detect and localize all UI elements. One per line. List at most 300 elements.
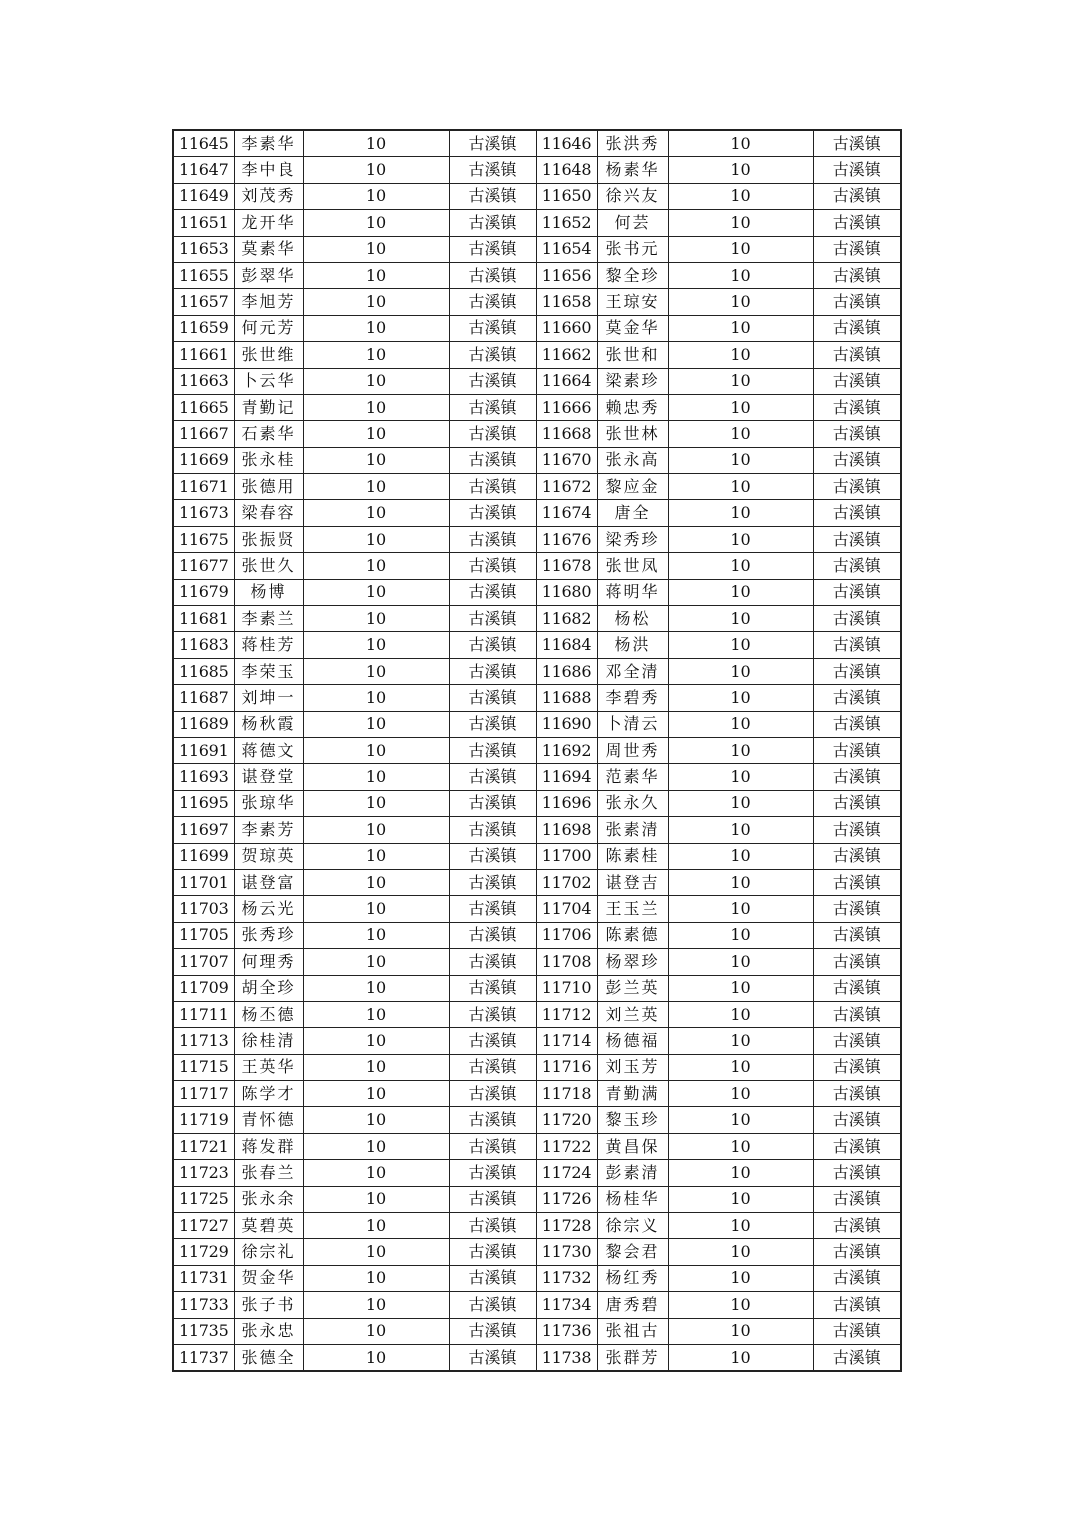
left-id-cell: 11723: [173, 1160, 234, 1186]
right-amount-cell: 10: [668, 685, 813, 711]
left-name-cell: 胡全珍: [234, 975, 303, 1001]
right-name-cell: 杨松: [597, 606, 668, 632]
right-amount-cell: 10: [668, 526, 813, 552]
left-amount-cell: 10: [303, 1186, 449, 1212]
right-id-cell: 11662: [536, 342, 597, 368]
left-town-cell: 古溪镇: [449, 500, 536, 526]
right-name-cell: 张永久: [597, 790, 668, 816]
left-name-cell: 张子书: [234, 1292, 303, 1318]
left-town-cell: 古溪镇: [449, 1213, 536, 1239]
left-name-cell: 杨秋霞: [234, 711, 303, 737]
left-town-cell: 古溪镇: [449, 711, 536, 737]
left-amount-cell: 10: [303, 685, 449, 711]
right-amount-cell: 10: [668, 553, 813, 579]
right-name-cell: 黎应金: [597, 474, 668, 500]
table-row: [173, 1344, 901, 1371]
right-name-cell: 杨素华: [597, 157, 668, 183]
left-name-cell: 贺金华: [234, 1265, 303, 1291]
left-id-cell: 11735: [173, 1318, 234, 1344]
left-name-cell: 刘坤一: [234, 685, 303, 711]
right-town-cell: 古溪镇: [813, 1001, 901, 1027]
left-town-cell: 古溪镇: [449, 1265, 536, 1291]
left-town-cell: 古溪镇: [449, 553, 536, 579]
left-id-cell: 11727: [173, 1213, 234, 1239]
left-id-cell: 11679: [173, 579, 234, 605]
right-town-cell: 古溪镇: [813, 764, 901, 790]
right-id-cell: 11724: [536, 1160, 597, 1186]
right-town-cell: 古溪镇: [813, 1054, 901, 1080]
table-row: [173, 1318, 901, 1344]
right-amount-cell: 10: [668, 315, 813, 341]
right-id-cell: 11692: [536, 737, 597, 763]
table-row: [173, 1213, 901, 1239]
table-row: [173, 289, 901, 315]
left-name-cell: 卜云华: [234, 368, 303, 394]
roster-table: [172, 129, 902, 1372]
right-town-cell: 古溪镇: [813, 949, 901, 975]
table-row: [173, 1186, 901, 1212]
right-town-cell: 古溪镇: [813, 790, 901, 816]
right-town-cell: 古溪镇: [813, 1028, 901, 1054]
right-id-cell: 11686: [536, 658, 597, 684]
left-amount-cell: 10: [303, 183, 449, 209]
left-amount-cell: 10: [303, 262, 449, 288]
right-name-cell: 王玉兰: [597, 896, 668, 922]
left-amount-cell: 10: [303, 1239, 449, 1265]
left-id-cell: 11709: [173, 975, 234, 1001]
left-town-cell: 古溪镇: [449, 949, 536, 975]
left-town-cell: 古溪镇: [449, 236, 536, 262]
left-name-cell: 石素华: [234, 421, 303, 447]
left-town-cell: 古溪镇: [449, 843, 536, 869]
left-name-cell: 彭翠华: [234, 262, 303, 288]
right-name-cell: 张永高: [597, 447, 668, 473]
left-name-cell: 谌登富: [234, 869, 303, 895]
left-name-cell: 张世维: [234, 342, 303, 368]
right-id-cell: 11720: [536, 1107, 597, 1133]
right-name-cell: 张世和: [597, 342, 668, 368]
left-amount-cell: 10: [303, 157, 449, 183]
right-id-cell: 11670: [536, 447, 597, 473]
left-id-cell: 11703: [173, 896, 234, 922]
right-name-cell: 彭兰英: [597, 975, 668, 1001]
left-amount-cell: 10: [303, 896, 449, 922]
left-amount-cell: 10: [303, 737, 449, 763]
left-town-cell: 古溪镇: [449, 183, 536, 209]
left-town-cell: 古溪镇: [449, 1239, 536, 1265]
left-amount-cell: 10: [303, 474, 449, 500]
left-id-cell: 11665: [173, 394, 234, 420]
table-row: [173, 368, 901, 394]
table-row: [173, 658, 901, 684]
right-amount-cell: 10: [668, 737, 813, 763]
right-name-cell: 范素华: [597, 764, 668, 790]
left-amount-cell: 10: [303, 1133, 449, 1159]
left-town-cell: 古溪镇: [449, 896, 536, 922]
left-name-cell: 莫素华: [234, 236, 303, 262]
right-amount-cell: 10: [668, 368, 813, 394]
right-name-cell: 张素清: [597, 817, 668, 843]
right-town-cell: 古溪镇: [813, 606, 901, 632]
right-id-cell: 11728: [536, 1213, 597, 1239]
right-id-cell: 11664: [536, 368, 597, 394]
left-id-cell: 11691: [173, 737, 234, 763]
left-amount-cell: 10: [303, 526, 449, 552]
right-town-cell: 古溪镇: [813, 1213, 901, 1239]
right-id-cell: 11706: [536, 922, 597, 948]
left-id-cell: 11719: [173, 1107, 234, 1133]
right-name-cell: 张世林: [597, 421, 668, 447]
right-amount-cell: 10: [668, 500, 813, 526]
right-amount-cell: 10: [668, 658, 813, 684]
table-row: [173, 606, 901, 632]
right-town-cell: 古溪镇: [813, 157, 901, 183]
table-row: [173, 526, 901, 552]
table-row: [173, 975, 901, 1001]
right-name-cell: 蒋明华: [597, 579, 668, 605]
left-amount-cell: 10: [303, 1054, 449, 1080]
left-town-cell: 古溪镇: [449, 262, 536, 288]
table-row: [173, 1292, 901, 1318]
left-name-cell: 李素芳: [234, 817, 303, 843]
left-town-cell: 古溪镇: [449, 658, 536, 684]
right-id-cell: 11688: [536, 685, 597, 711]
left-name-cell: 张德用: [234, 474, 303, 500]
left-town-cell: 古溪镇: [449, 1001, 536, 1027]
left-town-cell: 古溪镇: [449, 1107, 536, 1133]
right-amount-cell: 10: [668, 764, 813, 790]
right-amount-cell: 10: [668, 1054, 813, 1080]
table-row: [173, 1081, 901, 1107]
left-town-cell: 古溪镇: [449, 421, 536, 447]
right-id-cell: 11678: [536, 553, 597, 579]
left-amount-cell: 10: [303, 394, 449, 420]
left-amount-cell: 10: [303, 1318, 449, 1344]
right-amount-cell: 10: [668, 289, 813, 315]
right-name-cell: 莫金华: [597, 315, 668, 341]
left-id-cell: 11713: [173, 1028, 234, 1054]
left-id-cell: 11685: [173, 658, 234, 684]
table-row: [173, 711, 901, 737]
right-name-cell: 刘兰英: [597, 1001, 668, 1027]
left-id-cell: 11673: [173, 500, 234, 526]
right-town-cell: 古溪镇: [813, 262, 901, 288]
right-id-cell: 11672: [536, 474, 597, 500]
left-id-cell: 11717: [173, 1081, 234, 1107]
right-amount-cell: 10: [668, 817, 813, 843]
left-town-cell: 古溪镇: [449, 447, 536, 473]
right-name-cell: 周世秀: [597, 737, 668, 763]
left-town-cell: 古溪镇: [449, 685, 536, 711]
right-town-cell: 古溪镇: [813, 737, 901, 763]
left-town-cell: 古溪镇: [449, 1081, 536, 1107]
table-row: [173, 843, 901, 869]
table-row: [173, 869, 901, 895]
left-amount-cell: 10: [303, 949, 449, 975]
table-row: [173, 1054, 901, 1080]
right-id-cell: 11680: [536, 579, 597, 605]
table-row: [173, 315, 901, 341]
table-row: [173, 183, 901, 209]
right-name-cell: 张群芳: [597, 1344, 668, 1371]
table-row: [173, 1028, 901, 1054]
right-name-cell: 刘玉芳: [597, 1054, 668, 1080]
left-amount-cell: 10: [303, 368, 449, 394]
right-amount-cell: 10: [668, 869, 813, 895]
left-amount-cell: 10: [303, 975, 449, 1001]
right-amount-cell: 10: [668, 922, 813, 948]
left-name-cell: 张振贤: [234, 526, 303, 552]
right-town-cell: 古溪镇: [813, 975, 901, 1001]
left-name-cell: 张秀珍: [234, 922, 303, 948]
right-id-cell: 11682: [536, 606, 597, 632]
right-town-cell: 古溪镇: [813, 843, 901, 869]
right-name-cell: 徐兴友: [597, 183, 668, 209]
right-id-cell: 11710: [536, 975, 597, 1001]
right-id-cell: 11714: [536, 1028, 597, 1054]
right-amount-cell: 10: [668, 1001, 813, 1027]
left-id-cell: 11675: [173, 526, 234, 552]
left-id-cell: 11671: [173, 474, 234, 500]
left-amount-cell: 10: [303, 289, 449, 315]
right-id-cell: 11718: [536, 1081, 597, 1107]
right-name-cell: 杨翠珍: [597, 949, 668, 975]
right-town-cell: 古溪镇: [813, 658, 901, 684]
right-town-cell: 古溪镇: [813, 711, 901, 737]
right-name-cell: 卜清云: [597, 711, 668, 737]
left-name-cell: 张永忠: [234, 1318, 303, 1344]
right-amount-cell: 10: [668, 1292, 813, 1318]
left-amount-cell: 10: [303, 579, 449, 605]
right-town-cell: 古溪镇: [813, 869, 901, 895]
table-row: [173, 1107, 901, 1133]
left-town-cell: 古溪镇: [449, 1133, 536, 1159]
right-town-cell: 古溪镇: [813, 553, 901, 579]
table-row: [173, 474, 901, 500]
left-amount-cell: 10: [303, 210, 449, 236]
table-row: [173, 1239, 901, 1265]
left-id-cell: 11697: [173, 817, 234, 843]
right-amount-cell: 10: [668, 711, 813, 737]
left-name-cell: 李旭芳: [234, 289, 303, 315]
left-name-cell: 何理秀: [234, 949, 303, 975]
left-id-cell: 11701: [173, 869, 234, 895]
left-amount-cell: 10: [303, 843, 449, 869]
left-amount-cell: 10: [303, 790, 449, 816]
right-id-cell: 11698: [536, 817, 597, 843]
right-name-cell: 唐全: [597, 500, 668, 526]
right-name-cell: 王琼安: [597, 289, 668, 315]
left-town-cell: 古溪镇: [449, 1292, 536, 1318]
right-town-cell: 古溪镇: [813, 1265, 901, 1291]
right-town-cell: 古溪镇: [813, 1160, 901, 1186]
right-id-cell: 11646: [536, 130, 597, 157]
right-name-cell: 黄昌保: [597, 1133, 668, 1159]
right-amount-cell: 10: [668, 975, 813, 1001]
right-name-cell: 黎会君: [597, 1239, 668, 1265]
left-name-cell: 李荣玉: [234, 658, 303, 684]
right-town-cell: 古溪镇: [813, 474, 901, 500]
right-town-cell: 古溪镇: [813, 236, 901, 262]
right-town-cell: 古溪镇: [813, 368, 901, 394]
right-id-cell: 11738: [536, 1344, 597, 1371]
right-id-cell: 11654: [536, 236, 597, 262]
left-amount-cell: 10: [303, 632, 449, 658]
right-town-cell: 古溪镇: [813, 1081, 901, 1107]
right-id-cell: 11696: [536, 790, 597, 816]
left-town-cell: 古溪镇: [449, 922, 536, 948]
left-amount-cell: 10: [303, 1344, 449, 1371]
right-id-cell: 11650: [536, 183, 597, 209]
right-id-cell: 11690: [536, 711, 597, 737]
right-town-cell: 古溪镇: [813, 685, 901, 711]
right-name-cell: 唐秀碧: [597, 1292, 668, 1318]
left-town-cell: 古溪镇: [449, 790, 536, 816]
table-row: [173, 1160, 901, 1186]
table-row: [173, 1133, 901, 1159]
right-amount-cell: 10: [668, 579, 813, 605]
left-town-cell: 古溪镇: [449, 817, 536, 843]
left-id-cell: 11663: [173, 368, 234, 394]
table-row: [173, 685, 901, 711]
left-name-cell: 张春兰: [234, 1160, 303, 1186]
right-name-cell: 徐宗义: [597, 1213, 668, 1239]
right-id-cell: 11648: [536, 157, 597, 183]
table-row: [173, 632, 901, 658]
right-id-cell: 11716: [536, 1054, 597, 1080]
left-name-cell: 何元芳: [234, 315, 303, 341]
left-amount-cell: 10: [303, 553, 449, 579]
right-amount-cell: 10: [668, 1107, 813, 1133]
right-id-cell: 11730: [536, 1239, 597, 1265]
left-town-cell: 古溪镇: [449, 1186, 536, 1212]
left-name-cell: 张琼华: [234, 790, 303, 816]
right-amount-cell: 10: [668, 843, 813, 869]
left-town-cell: 古溪镇: [449, 1054, 536, 1080]
right-id-cell: 11684: [536, 632, 597, 658]
left-name-cell: 杨云光: [234, 896, 303, 922]
right-amount-cell: 10: [668, 394, 813, 420]
right-town-cell: 古溪镇: [813, 817, 901, 843]
left-amount-cell: 10: [303, 1081, 449, 1107]
left-amount-cell: 10: [303, 1107, 449, 1133]
right-name-cell: 赖忠秀: [597, 394, 668, 420]
left-town-cell: 古溪镇: [449, 342, 536, 368]
right-id-cell: 11732: [536, 1265, 597, 1291]
left-name-cell: 蒋桂芳: [234, 632, 303, 658]
table-row: [173, 1265, 901, 1291]
right-name-cell: 杨桂华: [597, 1186, 668, 1212]
right-amount-cell: 10: [668, 1318, 813, 1344]
right-name-cell: 黎玉珍: [597, 1107, 668, 1133]
right-amount-cell: 10: [668, 1160, 813, 1186]
left-name-cell: 杨丕德: [234, 1001, 303, 1027]
right-id-cell: 11656: [536, 262, 597, 288]
left-town-cell: 古溪镇: [449, 289, 536, 315]
right-amount-cell: 10: [668, 447, 813, 473]
right-name-cell: 张书元: [597, 236, 668, 262]
right-town-cell: 古溪镇: [813, 130, 901, 157]
left-name-cell: 徐宗礼: [234, 1239, 303, 1265]
left-name-cell: 张永桂: [234, 447, 303, 473]
left-name-cell: 蒋发群: [234, 1133, 303, 1159]
right-amount-cell: 10: [668, 342, 813, 368]
right-id-cell: 11736: [536, 1318, 597, 1344]
left-amount-cell: 10: [303, 1265, 449, 1291]
right-id-cell: 11704: [536, 896, 597, 922]
left-id-cell: 11655: [173, 262, 234, 288]
right-amount-cell: 10: [668, 157, 813, 183]
left-amount-cell: 10: [303, 421, 449, 447]
left-town-cell: 古溪镇: [449, 764, 536, 790]
left-town-cell: 古溪镇: [449, 474, 536, 500]
right-name-cell: 青勤满: [597, 1081, 668, 1107]
table-row: [173, 949, 901, 975]
right-town-cell: 古溪镇: [813, 526, 901, 552]
roster-table-body: [173, 130, 901, 1371]
right-amount-cell: 10: [668, 1081, 813, 1107]
right-name-cell: 何芸: [597, 210, 668, 236]
left-amount-cell: 10: [303, 1001, 449, 1027]
right-name-cell: 梁秀珍: [597, 526, 668, 552]
left-id-cell: 11729: [173, 1239, 234, 1265]
table-row: [173, 210, 901, 236]
right-amount-cell: 10: [668, 183, 813, 209]
left-town-cell: 古溪镇: [449, 1344, 536, 1371]
table-row: [173, 1001, 901, 1027]
table-row: [173, 737, 901, 763]
table-row: [173, 447, 901, 473]
right-name-cell: 谌登吉: [597, 869, 668, 895]
left-amount-cell: 10: [303, 606, 449, 632]
left-amount-cell: 10: [303, 1028, 449, 1054]
table-row: [173, 262, 901, 288]
right-town-cell: 古溪镇: [813, 289, 901, 315]
right-town-cell: 古溪镇: [813, 183, 901, 209]
right-town-cell: 古溪镇: [813, 1318, 901, 1344]
right-name-cell: 张祖古: [597, 1318, 668, 1344]
right-town-cell: 古溪镇: [813, 210, 901, 236]
right-town-cell: 古溪镇: [813, 1133, 901, 1159]
left-town-cell: 古溪镇: [449, 526, 536, 552]
right-town-cell: 古溪镇: [813, 1107, 901, 1133]
left-town-cell: 古溪镇: [449, 1160, 536, 1186]
left-id-cell: 11687: [173, 685, 234, 711]
left-amount-cell: 10: [303, 500, 449, 526]
left-id-cell: 11681: [173, 606, 234, 632]
left-amount-cell: 10: [303, 1160, 449, 1186]
left-id-cell: 11653: [173, 236, 234, 262]
right-name-cell: 杨德福: [597, 1028, 668, 1054]
right-amount-cell: 10: [668, 790, 813, 816]
left-id-cell: 11661: [173, 342, 234, 368]
right-id-cell: 11666: [536, 394, 597, 420]
left-amount-cell: 10: [303, 236, 449, 262]
right-name-cell: 张洪秀: [597, 130, 668, 157]
right-id-cell: 11712: [536, 1001, 597, 1027]
right-amount-cell: 10: [668, 1186, 813, 1212]
right-name-cell: 陈素桂: [597, 843, 668, 869]
left-amount-cell: 10: [303, 658, 449, 684]
right-name-cell: 彭素清: [597, 1160, 668, 1186]
left-id-cell: 11737: [173, 1344, 234, 1371]
table-row: [173, 790, 901, 816]
left-town-cell: 古溪镇: [449, 975, 536, 1001]
table-row: [173, 342, 901, 368]
left-id-cell: 11707: [173, 949, 234, 975]
table-row: [173, 764, 901, 790]
right-amount-cell: 10: [668, 421, 813, 447]
